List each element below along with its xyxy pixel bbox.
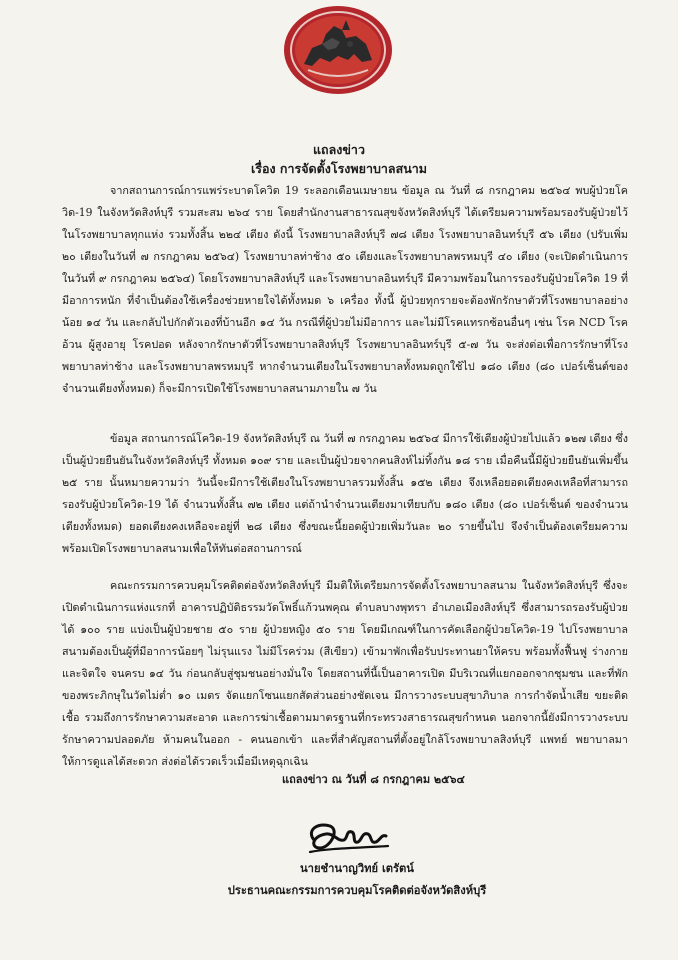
provincial-seal-icon — [282, 4, 394, 96]
document-subject: เรื่อง การจัดตั้งโรงพยาบาลสนาม — [250, 161, 428, 176]
closing-date: แถลงข่าว ณ วันที่ ๘ กรกฎาคม ๒๕๖๔ — [282, 773, 465, 786]
paragraph-3: คณะกรรมการควบคุมโรคติดต่อจังหวัดสิงห์บุรี มีมติให้เตรียมการจัดตั้งโรงพยาบาลสนาม ในจังหวัดสิงห์บุรี ซึ่งจะเปิดดำเนินการแห่งแรกที่ อาคารปฏิบัติธรรมวัดโพธิ์แก้วนพคุณ ตำบลบางพุทรา อำเภอเมืองสิงห์บุรี ซึ่งสามารถรองรับผู้ป่วยได้ ๑๐๐ ราย แบ่งเป็นผู้ป่วยชาย ๕๐ ราย ผู้ป่วยหญิง ๕๐ ราย โดยมีเกณฑ์ในการคัดเลือกผู้ป่วยโควิด-19 ไปโรงพยาบาลสนามต้องเป็นผู้ที่มีอาการน้อยๆ ไม่รุนแรง ไม่มีโรคร่วม (สีเขียว) เข้ามาพักเพื่อรับประทานยาให้ครบ พร้อมทั้งฟื้นฟู ร่างกาย และจิตใจ จนครบ ๑๔ วัน ก่อนกลับสู่ชุมชนอย่างมั่นใจ โดยสถานที่นี้เป็นอาคารเปิด มีบริเวณที่แยกออกจากชุมชน และที่พักของพระภิกษุในวัดไม่ต่ำ ๑๐ เมตร จัดแยกโซนแยกสัดส่วนอย่างชัดเจน มีการวางระบบสุขาภิบาล การกำจัดน้ำเสีย ขยะติดเชื้อ รวมถึงการรักษาความสะอาด และการฆ่าเชื้อตามมาตรฐานที่กระทรวงสาธารณสุขกำหนด นอกจากนี้ยังมีการวางระบบรักษาความปลอดภัย ห้ามคนในออก - คนนอกเข้า และที่สำคัญสถานที่ตั้งอยู่ใกล้โรงพยาบาลสิงห์บุรี แพทย์ พยาบาลมาให้การดูแลได้สะดวก ส่งต่อได้รวดเร็วเมื่อมีเหตุฉุกเฉิน — [62, 579, 628, 768]
signer-name: นายชำนาญวิทย์ เตรัตน์ — [300, 861, 414, 875]
paragraph-2: ข้อมูล สถานการณ์โควิด-19 จังหวัดสิงห์บุรี ณ วันที่ ๗ กรกฎาคม ๒๕๖๔ มีการใช้เตียงผู้ป่วยไปแล้ว ๑๒๗ เตียง ซึ่งเป็นผู้ป่วยยืนยันในจังหวัดสิงห์บุรี ทั้งหมด ๑๐๙ ราย และเป็นผู้ป่วยจากคนสิงห์ไม่ทิ้งกัน ๑๘ ราย เมื่อคืนนี้มีผู้ป่วยยืนยันเพิ่มขึ้น ๒๕ ราย นั้นหมายความว่า วันนี้จะมีการใช้เตียงในโรงพยาบาลรวมทั้งสิ้น ๑๕๒ เตียง จึงเหลือยอดเตียงคงเหลือที่สามารถรองรับผู้ป่วยโควิด-19 ได้ จำนวนทั้งสิ้น ๗๒ เตียง แต่ถ้านำจำนวนเตียงมาเทียบกับ ๑๘๐ เตียง (๘๐ เปอร์เซ็นต์ ของจำนวนเตียงทั้งหมด) ยอดเตียงคงเหลือจะอยู่ที่ ๒๘ เตียง ซึ่งขณะนี้ยอดผู้ป่วยเพิ่มวันละ ๒๐ รายขึ้นไป จึงจำเป็นต้องเตรียมความพร้อมเปิดโรงพยาบาลสนามเพื่อให้ทันต่อสถานการณ์ — [62, 432, 628, 555]
paragraph-1: จากสถานการณ์การแพร่ระบาดโควิด 19 ระลอกเดือนเมษายน ข้อมูล ณ วันที่ ๘ กรกฎาคม ๒๕๖๔ พบผู้ป่วยโควิด-19 ในจังหวัดสิงห์บุรี รวมสะสม ๒๖๔ ราย โดยสำนักงานสาธารณสุขจังหวัดสิงห์บุรี ได้เตรียมความพร้อมรองรับผู้ป่วยไว้ในโรงพยาบาลทุกแห่ง รวมทั้งสิ้น ๒๒๔ เตียง ดังนี้ โรงพยาบาลสิงห์บุรี ๗๘ เตียง โรงพยาบาลอินทร์บุรี ๕๖ เตียง (ปรับเพิ่ม ๒๐ เตียงในวันที่ ๗ กรกฎาคม ๒๕๖๔) โรงพยาบาลท่าช้าง ๕๐ เตียงและโรงพยาบาลพรหมบุรี ๔๐ เตียง (จะเปิดดำเนินการในวันที่ ๙ กรกฎาคม ๒๕๖๔) โดยโรงพยาบาลสิงห์บุรี และโรงพยาบาลอินทร์บุรี มีความพร้อมในการรองรับผู้ป่วยโควิด 19 ที่มีอาการหนัก ที่จำเป็นต้องใช้เครื่องช่วยหายใจได้ทั้งหมด ๖ เครื่อง ทั้งนี้ ผู้ป่วยทุกรายจะต้องพักรักษาตัวที่โรงพยาบาลอย่างน้อย ๑๔ วัน และกลับไปกักตัวเองที่บ้านอีก ๑๔ วัน กรณีที่ผู้ป่วยไม่มีอาการ และไม่มีโรคแทรกซ้อนอื่นๆ เช่น โรค NCD โรคอ้วน ผู้สูงอายุ โรคปอด หลังจากรักษาตัวที่โรงพยาบาลสิงห์บุรี โรงพยาบาลอินทร์บุรี ๕-๗ วัน จะส่งต่อเพื่อการรักษาที่โรงพยาบาลท่าช้าง และโรงพยาบาลพรหมบุรี หากจำนวนเตียงในโรงพยาบาลทั้งหมดถูกใช้ไป ๑๘๐ เตียง (๘๐ เปอร์เซ็นต์ของจำนวนเตียงทั้งหมด) ก็จะมีการเปิดใช้โรงพยาบาลสนามภายใน ๗ วัน — [62, 184, 629, 395]
document-heading: แถลงข่าว — [313, 142, 365, 157]
signer-title: ประธานคณะกรรมการควบคุมโรคติดต่อจังหวัดสิงห์บุรี — [227, 883, 487, 897]
handwritten-signature-icon — [300, 818, 396, 858]
